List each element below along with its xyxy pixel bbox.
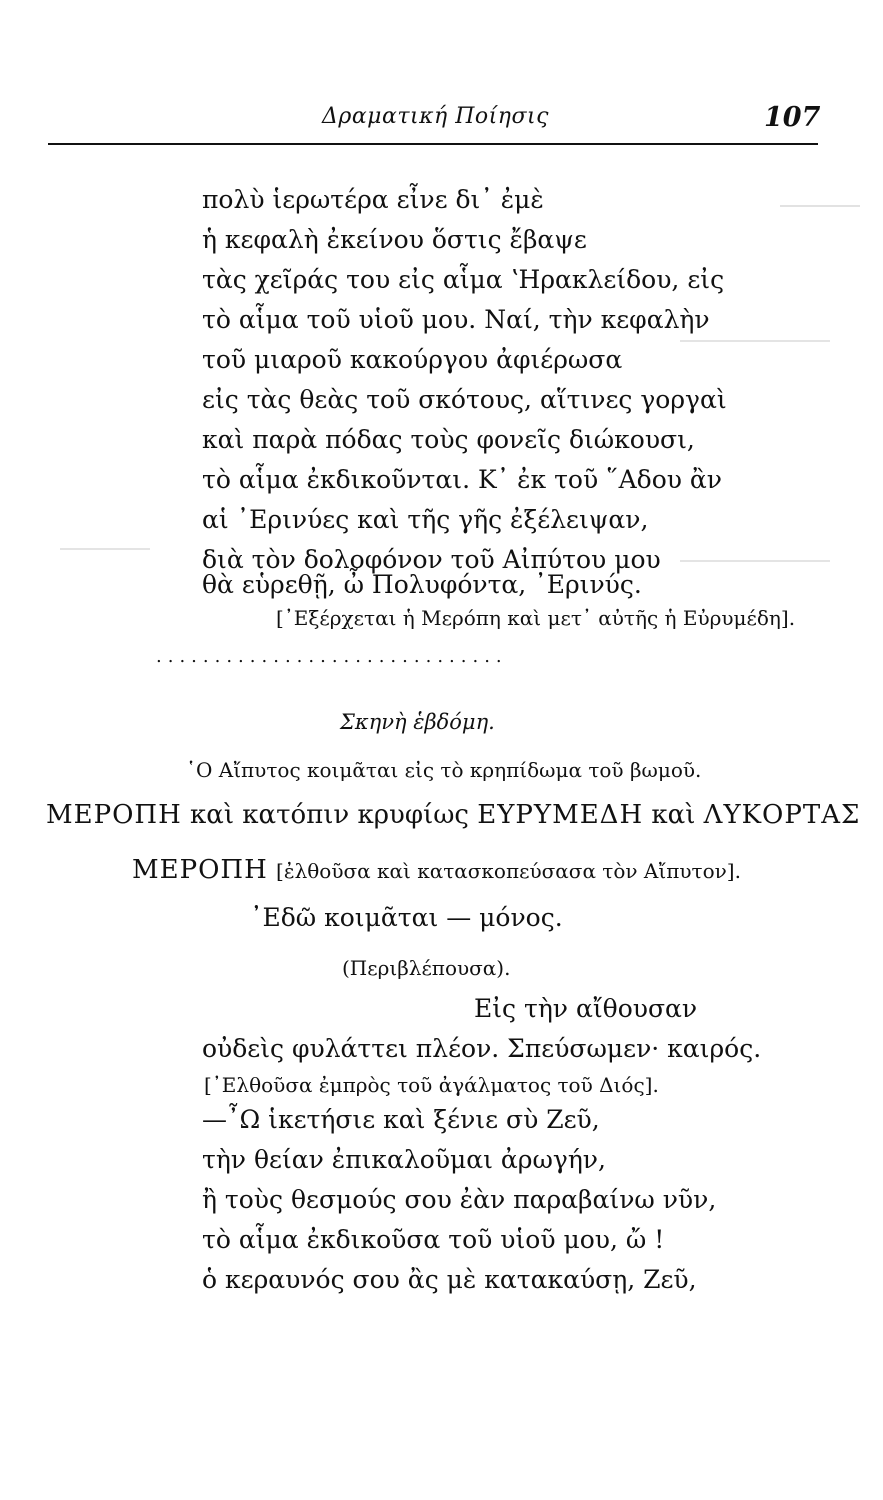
- verse-line: —῏Ω ἱκετήσιε καὶ ξένιε σὺ Ζεῦ,: [202, 1105, 600, 1134]
- cast-connector: καὶ κατόπιν κρυφίως: [190, 800, 469, 830]
- verse-line: εἰς τὰς θεὰς τοῦ σκότους, αἵτινες γοργαὶ: [202, 385, 727, 414]
- verse-line: ἢ τοὺς θεσμούς σου ἐὰν παραβαίνω νῦν,: [202, 1185, 717, 1214]
- ellipsis-separator: ..............................: [156, 646, 508, 667]
- verse-line: αἱ ᾽Ερινύες καὶ τῆς γῆς ἐξέλειψαν,: [202, 505, 649, 534]
- verse-line: θὰ εὑρεθῇ, ὦ Πολυφόντα, ᾽Ερινύς.: [202, 570, 642, 599]
- stage-direction-looking: (Περιβλέπουσα).: [342, 956, 511, 980]
- cast-name-lykortas: ΛΥΚΟΡΤΑΣ: [703, 800, 861, 830]
- stage-direction-exit: [᾽Εξέρχεται ἡ Μερόπη καὶ μετ᾽ αὐτῆς ἡ Εὐρυμέδη].: [276, 606, 796, 630]
- scene-title: Σκηνὴ ἑβδόμη.: [340, 710, 495, 734]
- stage-direction-statue: [᾽Ελθοῦσα ἐμπρὸς τοῦ ἀγάλματος τοῦ Διός].: [204, 1073, 659, 1097]
- running-header-title: Δραματική Ποίησις: [322, 104, 549, 129]
- verse-line: τὴν θείαν ἐπικαλοῦμαι ἀρωγήν,: [202, 1145, 606, 1174]
- cast-connector: καὶ: [651, 800, 696, 830]
- header-rule: [48, 143, 818, 145]
- cast-name-eurymede: ΕΥΡΥΜΕΔΗ: [477, 800, 644, 830]
- show-through-mark: [780, 205, 860, 207]
- verse-line: καὶ παρὰ πόδας τοὺς φονεῖς διώκουσι,: [202, 425, 695, 454]
- cast-name-merope: ΜΕΡΟΠΗ: [46, 800, 182, 830]
- verse-line: τὰς χεῖράς του εἰς αἷμα ʽΗρακλείδου, εἰς: [202, 265, 725, 294]
- verse-line: τὸ αἷμα τοῦ υἱοῦ μου. Ναί, τὴν κεφαλὴν: [202, 305, 710, 334]
- verse-line: τοῦ μιαροῦ κακούργου ἀφιέρωσα: [202, 345, 623, 374]
- verse-line: Εἰς τὴν αἴθουσαν: [474, 994, 698, 1023]
- verse-line: πολὺ ἱερωτέρα εἶνε δι᾽ ἐμὲ: [202, 185, 544, 214]
- scene-stage-direction: ῾Ο Αἴπυτος κοιμᾶται εἰς τὸ κρηπίδωμα τοῦ βωμοῦ.: [186, 758, 702, 782]
- verse-line: τὸ αἷμα ἐκδικοῦσα τοῦ υἱοῦ μου, ὤ !: [202, 1225, 665, 1254]
- show-through-mark: [60, 548, 150, 550]
- verse-line: ὁ κεραυνός σου ἂς μὲ κατακαύσῃ, Ζεῦ,: [202, 1265, 697, 1294]
- show-through-mark: [680, 560, 830, 562]
- speaker-name: ΜΕΡΟΠΗ: [132, 855, 268, 885]
- speaker-line: [132, 855, 741, 885]
- verse-line: ἡ κεφαλὴ ἐκείνου ὅστις ἔβαψε: [202, 225, 587, 254]
- page-number: 107: [764, 102, 821, 133]
- cast-list: [46, 800, 860, 830]
- show-through-mark: [680, 340, 830, 342]
- verse-line: διὰ τὸν δολοφόνον τοῦ Αἰπύτου μου: [202, 545, 661, 574]
- speaker-stage-direction: [ἐλθοῦσα καὶ κατασκοπεύσασα τὸν Αἴπυτον].: [276, 859, 741, 883]
- verse-line: τὸ αἷμα ἐκδικοῦνται. Κ᾽ ἐκ τοῦ ῞Αδου ἂν: [202, 465, 722, 494]
- verse-line: οὐδεὶς φυλάττει πλέον. Σπεύσωμεν· καιρός.: [202, 1034, 762, 1063]
- verse-line: ᾽Εδῶ κοιμᾶται — μόνος.: [250, 903, 563, 932]
